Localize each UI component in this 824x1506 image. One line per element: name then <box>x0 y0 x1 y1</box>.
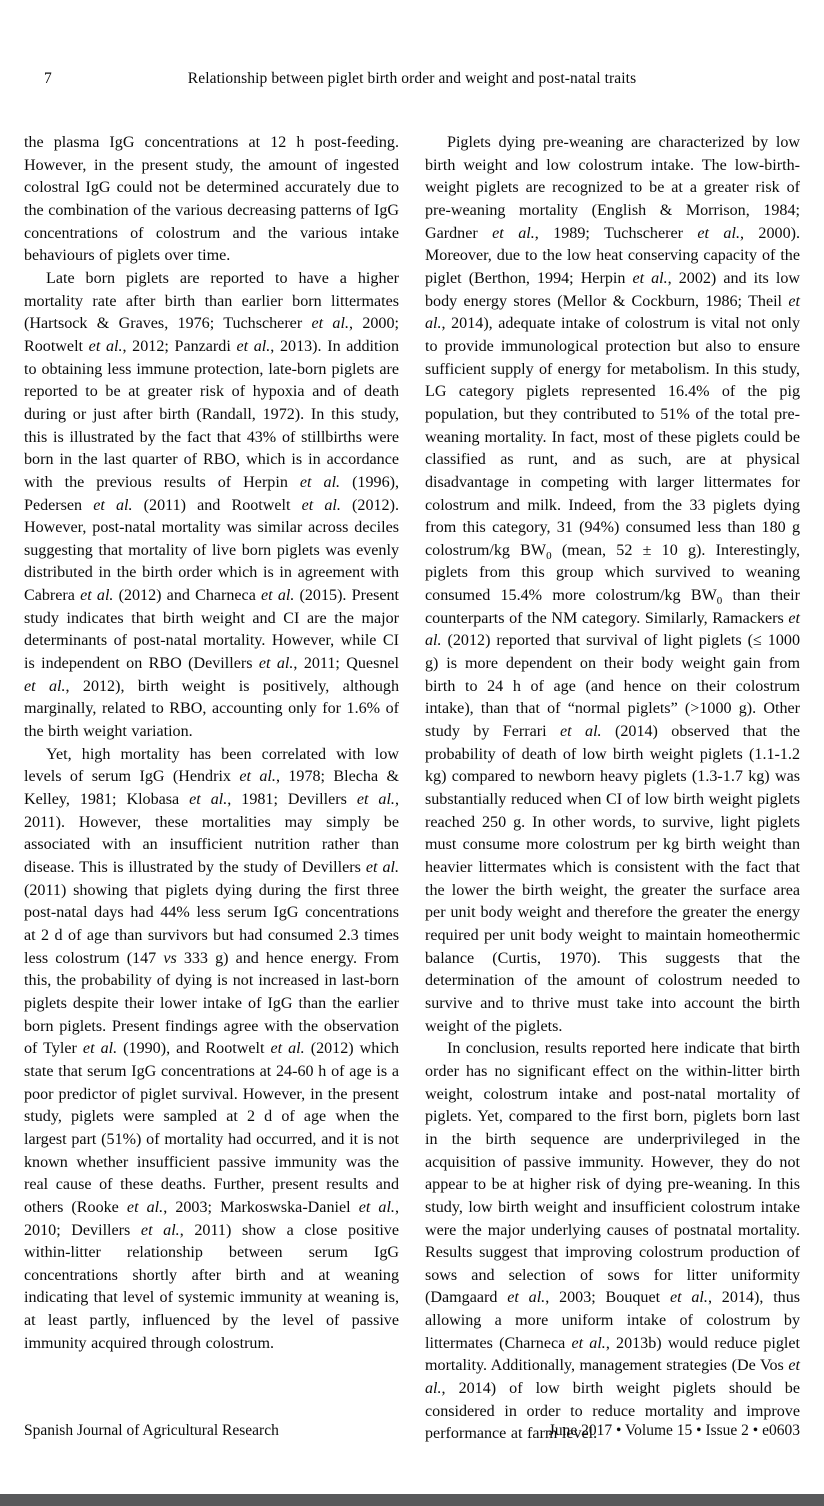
left-column <box>24 132 399 1446</box>
article-body <box>0 132 824 1446</box>
paragraph-continuation: the plasma IgG concentrations at 12 h post-feeding. However, in the present study, the amount of ingested colostral IgG could not be determined accurately due to the combination of the various decreasing patterns of IgG concentrations of colostrum and the various intake behaviours of piglets over time. <box>24 134 399 265</box>
page-number: 7 <box>44 70 52 87</box>
page-footer <box>24 1422 800 1440</box>
issue-info: June 2017 • Volume 15 • Issue 2 • e0603 <box>548 1422 800 1439</box>
page-header <box>0 70 824 92</box>
journal-name: Spanish Journal of Agricultural Research <box>24 1422 279 1439</box>
running-title: Relationship between piglet birth order and weight and post-natal traits <box>187 70 637 87</box>
paragraph-late-born-mortality: Late born piglets are reported to have a higher mortality rate after birth than earlier born littermates (Hartsock & Graves, 1976; Tuchscherer et al., 2000; Rootwelt et al., 2012; Panzardi et al., 2013). In addition to obtaining less immune protection, late-born piglets are reported to be at greater risk of hypoxia and of death during or just after birth (Randall, 1972). In this study, this is illustrated by the fact that 43% of stillbirths were born in the last quarter of RBO, which is in accordance with the previous results of Herpin et al. (1996), Pedersen et al. (2011) and Rootwelt et al. (2012). However, post-natal mortality was similar across deciles suggesting that mortality of live born piglets was evenly distributed in the birth order which is in agreement with Cabrera et al. (2012) and Charneca et al. (2015). Present study indicates that birth weight and CI are the major determinants of post-natal mortality. However, while CI is independent on RBO (Devillers et al., 2011; Quesnel et al., 2012), birth weight is positively, although marginally, related to RBO, accounting only for 1.6% of the birth weight variation. <box>24 269 400 741</box>
paragraph-conclusion: In conclusion, results reported here indicate that birth order has no significant effect on the within-litter birth weight, colostrum intake and post-natal mortality of piglets. Yet, compared to the first born, piglets born last in the birth sequence are underprivileged in the acquisition of passive immunity. However, they do not appear to be at higher risk of dying pre-weaning. In this study, low birth weight and insufficient colostrum intake were the major underlying causes of postnatal mortality. Results suggest that improving colostrum production of sows and selection of sows for litter uniformity (Damgaard et al., 2003; Bouquet et al., 2014), thus allowing a more uniform intake of colostrum by littermates (Charneca et al., 2013b) would reduce piglet mortality. Additionally, management strategies (De Vos et al., 2014) of low birth weight piglets should be considered in order to reduce mortality and improve performance at farm level. <box>425 1040 801 1443</box>
right-column <box>425 132 800 1446</box>
bottom-bar <box>0 1494 824 1506</box>
paragraph-preweaning-deaths: Piglets dying pre-weaning are characterized by low birth weight and low colostrum intake. The low-birth-weight piglets are recognized to be at a greater risk of pre-weaning mortality (English & Morrison, 1984; Gardner et al., 1989; Tuchscherer et al., 2000). Moreover, due to the low heat conserving capacity of the piglet (Berthon, 1994; Herpin et al., 2002) and its low body energy stores (Mellor & Cockburn, 1986; Theil et al., 2014), adequate intake of colostrum is vital not only to provide immunological protection but also to ensure sufficient supply of energy for metabolism. In this study, LG category piglets represented 16.4% of the pig population, but they contributed to 51% of the total pre-weaning mortality. In fact, most of these piglets could be classified as runt, and as such, are at physical disadvantage in competing with larger littermates for colostrum and milk. Indeed, from the 33 piglets dying from this category, 31 (94%) consumed less than 180 g colostrum/kg $BW_0$ (mean, 52 ± 10 g). Interestingly, piglets from this group which survived to weaning consumed 15.4% more colostrum/kg $BW_0$ than their counterparts of the NM category. Similarly, Ramackers et al. (2012) reported that survival of light piglets (≤ 1000 g) is more dependent on their body weight gain from birth to 24 h of age (and hence on their colostrum intake), than that of “normal piglets” (>1000 g). Other study by Ferrari et al. (2014) observed that the probability of death of low birth weight piglets (1.1-1.2 kg) compared to newborn heavy piglets (1.3-1.7 kg) was substantially reduced when CI of low birth weight piglets reached 250 g. In other words, to survive, light piglets must consume more colostrum per kg birth weight than heavier littermates which is consistent with the fact that the lower the birth weight, the greater the surface area per unit body weight and therefore the greater the energy required per unit body weight to maintain homeothermic balance (Curtis, 1970). This suggests that the determination of the amount of colostrum needed to survive and to thrive must take into account the birth weight of the piglets. <box>425 134 801 1035</box>
paragraph-igg-mortality: Yet, high mortality has been correlated with low levels of serum IgG (Hendrix et al., 1978; Blecha & Kelley, 1981; Klobasa et al., 1981; Devillers et al., 2011). However, these mortalities may simply be associated with an insufficient nutrition rather than disease. This is illustrated by the study of Devillers et al. (2011) showing that piglets dying during the first three post-natal days had 44% less serum IgG concentrations at 2 d of age than survivors but had consumed 2.3 times less colostrum (147 vs 333 g) and hence energy. From this, the probability of dying is not increased in last-born piglets despite their lower intake of IgG than the earlier born piglets. Present findings agree with the observation of Tyler et al. (1990), and Rootwelt et al. (2012) which state that serum IgG concentrations at 24-60 h of age is a poor predictor of piglet survival. However, in the present study, piglets were sampled at 2 d of age when the largest part (51%) of mortality had occurred, and it is not known whether insufficient passive immunity was the real cause of these deaths. Further, present results and others (Rooke et al., 2003; Markoswska-Daniel et al., 2010; Devillers et al., 2011) show a close positive within-litter relationship between serum IgG concentrations shortly after birth and at weaning indicating that level of systemic immunity at weaning is, at least partly, influenced by the level of passive immunity acquired through colostrum. <box>24 745 400 1352</box>
